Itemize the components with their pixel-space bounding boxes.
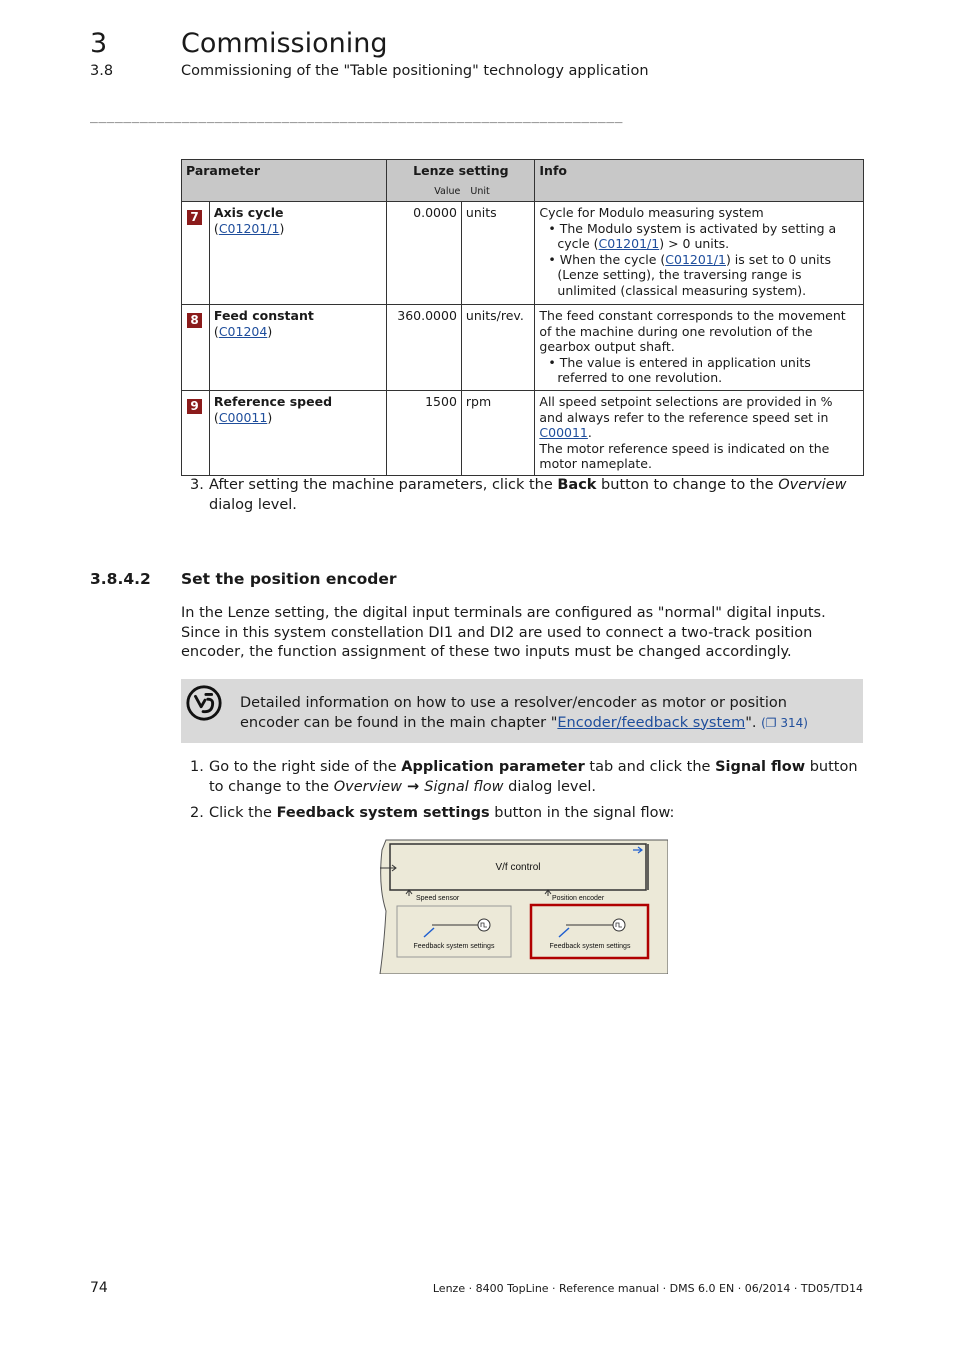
encoder-feedback-link[interactable]: Encoder/feedback system <box>557 714 746 731</box>
info-code-link[interactable]: C00011 <box>539 425 588 440</box>
info-bullet: • When the cycle (C01201/1) is set to 0 units (Lenze setting), the traversing range is unlimited (classical measuring system). <box>548 251 832 298</box>
param-info <box>535 305 864 391</box>
info-text: Cycle for Modulo measuring system <box>539 205 764 220</box>
lenze-setting-label: Lenze setting <box>413 163 509 178</box>
back-label: Back <box>557 477 597 493</box>
section-number: 3.8 <box>90 63 114 79</box>
param-code-link[interactable]: C01204 <box>218 323 268 339</box>
param-code-link[interactable]: C00011 <box>218 409 268 425</box>
param-value: 0.0000 <box>387 202 462 305</box>
tip-hand-icon <box>185 684 223 722</box>
list-item: 2. Click the Feedback system settings button in the signal flow: <box>190 804 860 824</box>
feedback-settings-button-position[interactable] <box>531 905 648 958</box>
list-item: 1. Go to the right side of the Application parameter tab and click the Signal flow button to change to the Overview → Signal flow dialog level. <box>190 758 860 797</box>
subheader-unit: Unit <box>470 185 490 197</box>
table-header-row <box>182 160 864 202</box>
param-code-link[interactable]: C01201/1 <box>218 220 280 236</box>
svg-text:Feedback system settings: Feedback system settings <box>549 943 631 950</box>
subheader-value: Value <box>434 185 461 197</box>
header-info: Info <box>535 160 864 202</box>
param-value: 360.0000 <box>387 305 462 391</box>
page-reference[interactable]: (❐ 314) <box>761 715 808 730</box>
step-3: 3. After setting the machine parameters, click the Back button to change to the Overview dialog level. <box>190 476 860 515</box>
param-info <box>535 202 864 305</box>
step-number: 1. <box>190 759 204 775</box>
header-lenze-setting <box>387 160 535 202</box>
body-paragraph: In the Lenze setting, the digital input terminals are configured as "normal" digital inputs. Since in this system constellation DI1 and DI2 are used to connect a two-track position encoder, the function assignment of these two inputs must be changed accordingly. <box>181 605 826 660</box>
subsection-number: 3.8.4.2 <box>90 570 151 588</box>
table-row: 8 Feed constant (C01204) 360.0000 units/rev. The feed constant corresponds to the movement of the machine during one revolution of the gearbox output shaft. • The value is entered in application units referred to one revolution. <box>182 305 864 391</box>
table-row: 7 Axis cycle (C01201/1) 0.0000 units Cycle for Modulo measuring system • The Modulo system is activated by setting a cycle (C01201/1) > 0 units. • When the cycle (C01201/1) is set to 0 units (Lenze setting), the traversing range is unlimited (classical measuring system). <box>182 202 864 305</box>
info-bullet: • The Modulo system is activated by setting a cycle (C01201/1) > 0 units. <box>548 220 837 251</box>
row-number-badge: 7 <box>187 210 202 225</box>
chapter-number: 3 <box>90 28 108 59</box>
info-text: The motor reference speed is indicated on the motor nameplate. <box>539 440 830 471</box>
param-unit: units <box>461 202 534 305</box>
header-parameter: Parameter <box>182 160 387 202</box>
vf-control-label: V/f control <box>495 862 541 873</box>
highlight-frame <box>531 905 648 958</box>
feedback-settings-button-speed[interactable] <box>397 906 511 957</box>
step-number: 2. <box>190 805 204 821</box>
svg-text:Feedback system settings: Feedback system settings <box>413 943 495 950</box>
speed-sensor-label: Speed sensor <box>416 895 460 902</box>
step-number: 3. <box>190 477 204 493</box>
param-unit: rpm <box>461 391 534 476</box>
param-name: Axis cycle <box>213 205 284 220</box>
param-info: All speed setpoint selections are provided in % and always refer to the reference speed set in C00011. The motor reference speed is indicated on the motor nameplate. <box>535 391 864 476</box>
info-code-link[interactable]: C01201/1 <box>665 251 726 267</box>
info-bullet: • The value is entered in application units referred to one revolution. <box>548 354 811 385</box>
subsection-title: Set the position encoder <box>181 570 397 588</box>
section-title: Commissioning of the "Table positioning" technology application <box>181 63 649 79</box>
signal-flow-screenshot <box>376 836 668 974</box>
arrow-icon: → <box>402 778 425 795</box>
header-rule: ________________________________________________________________ <box>90 109 623 124</box>
steps-list <box>190 758 860 831</box>
footer-text: Lenze · 8400 TopLine · Reference manual · DMS 6.0 EN · 06/2014 · TD05/TD14 <box>432 1282 863 1295</box>
page-number: 74 <box>90 1280 108 1296</box>
row-number-badge: 9 <box>187 399 202 414</box>
note-text: Detailed information on how to use a resolver/encoder as motor or position encoder can be found in the main chapter "Encoder/feedback system". (❐ 314) <box>240 695 808 731</box>
position-encoder-label: Position encoder <box>552 895 605 902</box>
param-name: Reference speed <box>213 394 333 409</box>
info-code-link[interactable]: C01201/1 <box>598 236 660 251</box>
chapter-title: Commissioning <box>181 28 388 59</box>
row-number-badge: 8 <box>187 313 202 328</box>
table-row: 9 Reference speed (C00011) 1500 rpm All speed setpoint selections are provided in % and always refer to the reference speed set in C00011. The motor reference speed is indicated on the motor nameplate. <box>182 391 864 476</box>
param-value: 1500 <box>387 391 462 476</box>
parameter-table <box>181 159 864 476</box>
param-unit: units/rev. <box>461 305 534 391</box>
param-name: Feed constant <box>213 308 314 323</box>
info-text: The feed constant corresponds to the movement of the machine during one revolution of the gearbox output shaft. <box>539 308 846 354</box>
